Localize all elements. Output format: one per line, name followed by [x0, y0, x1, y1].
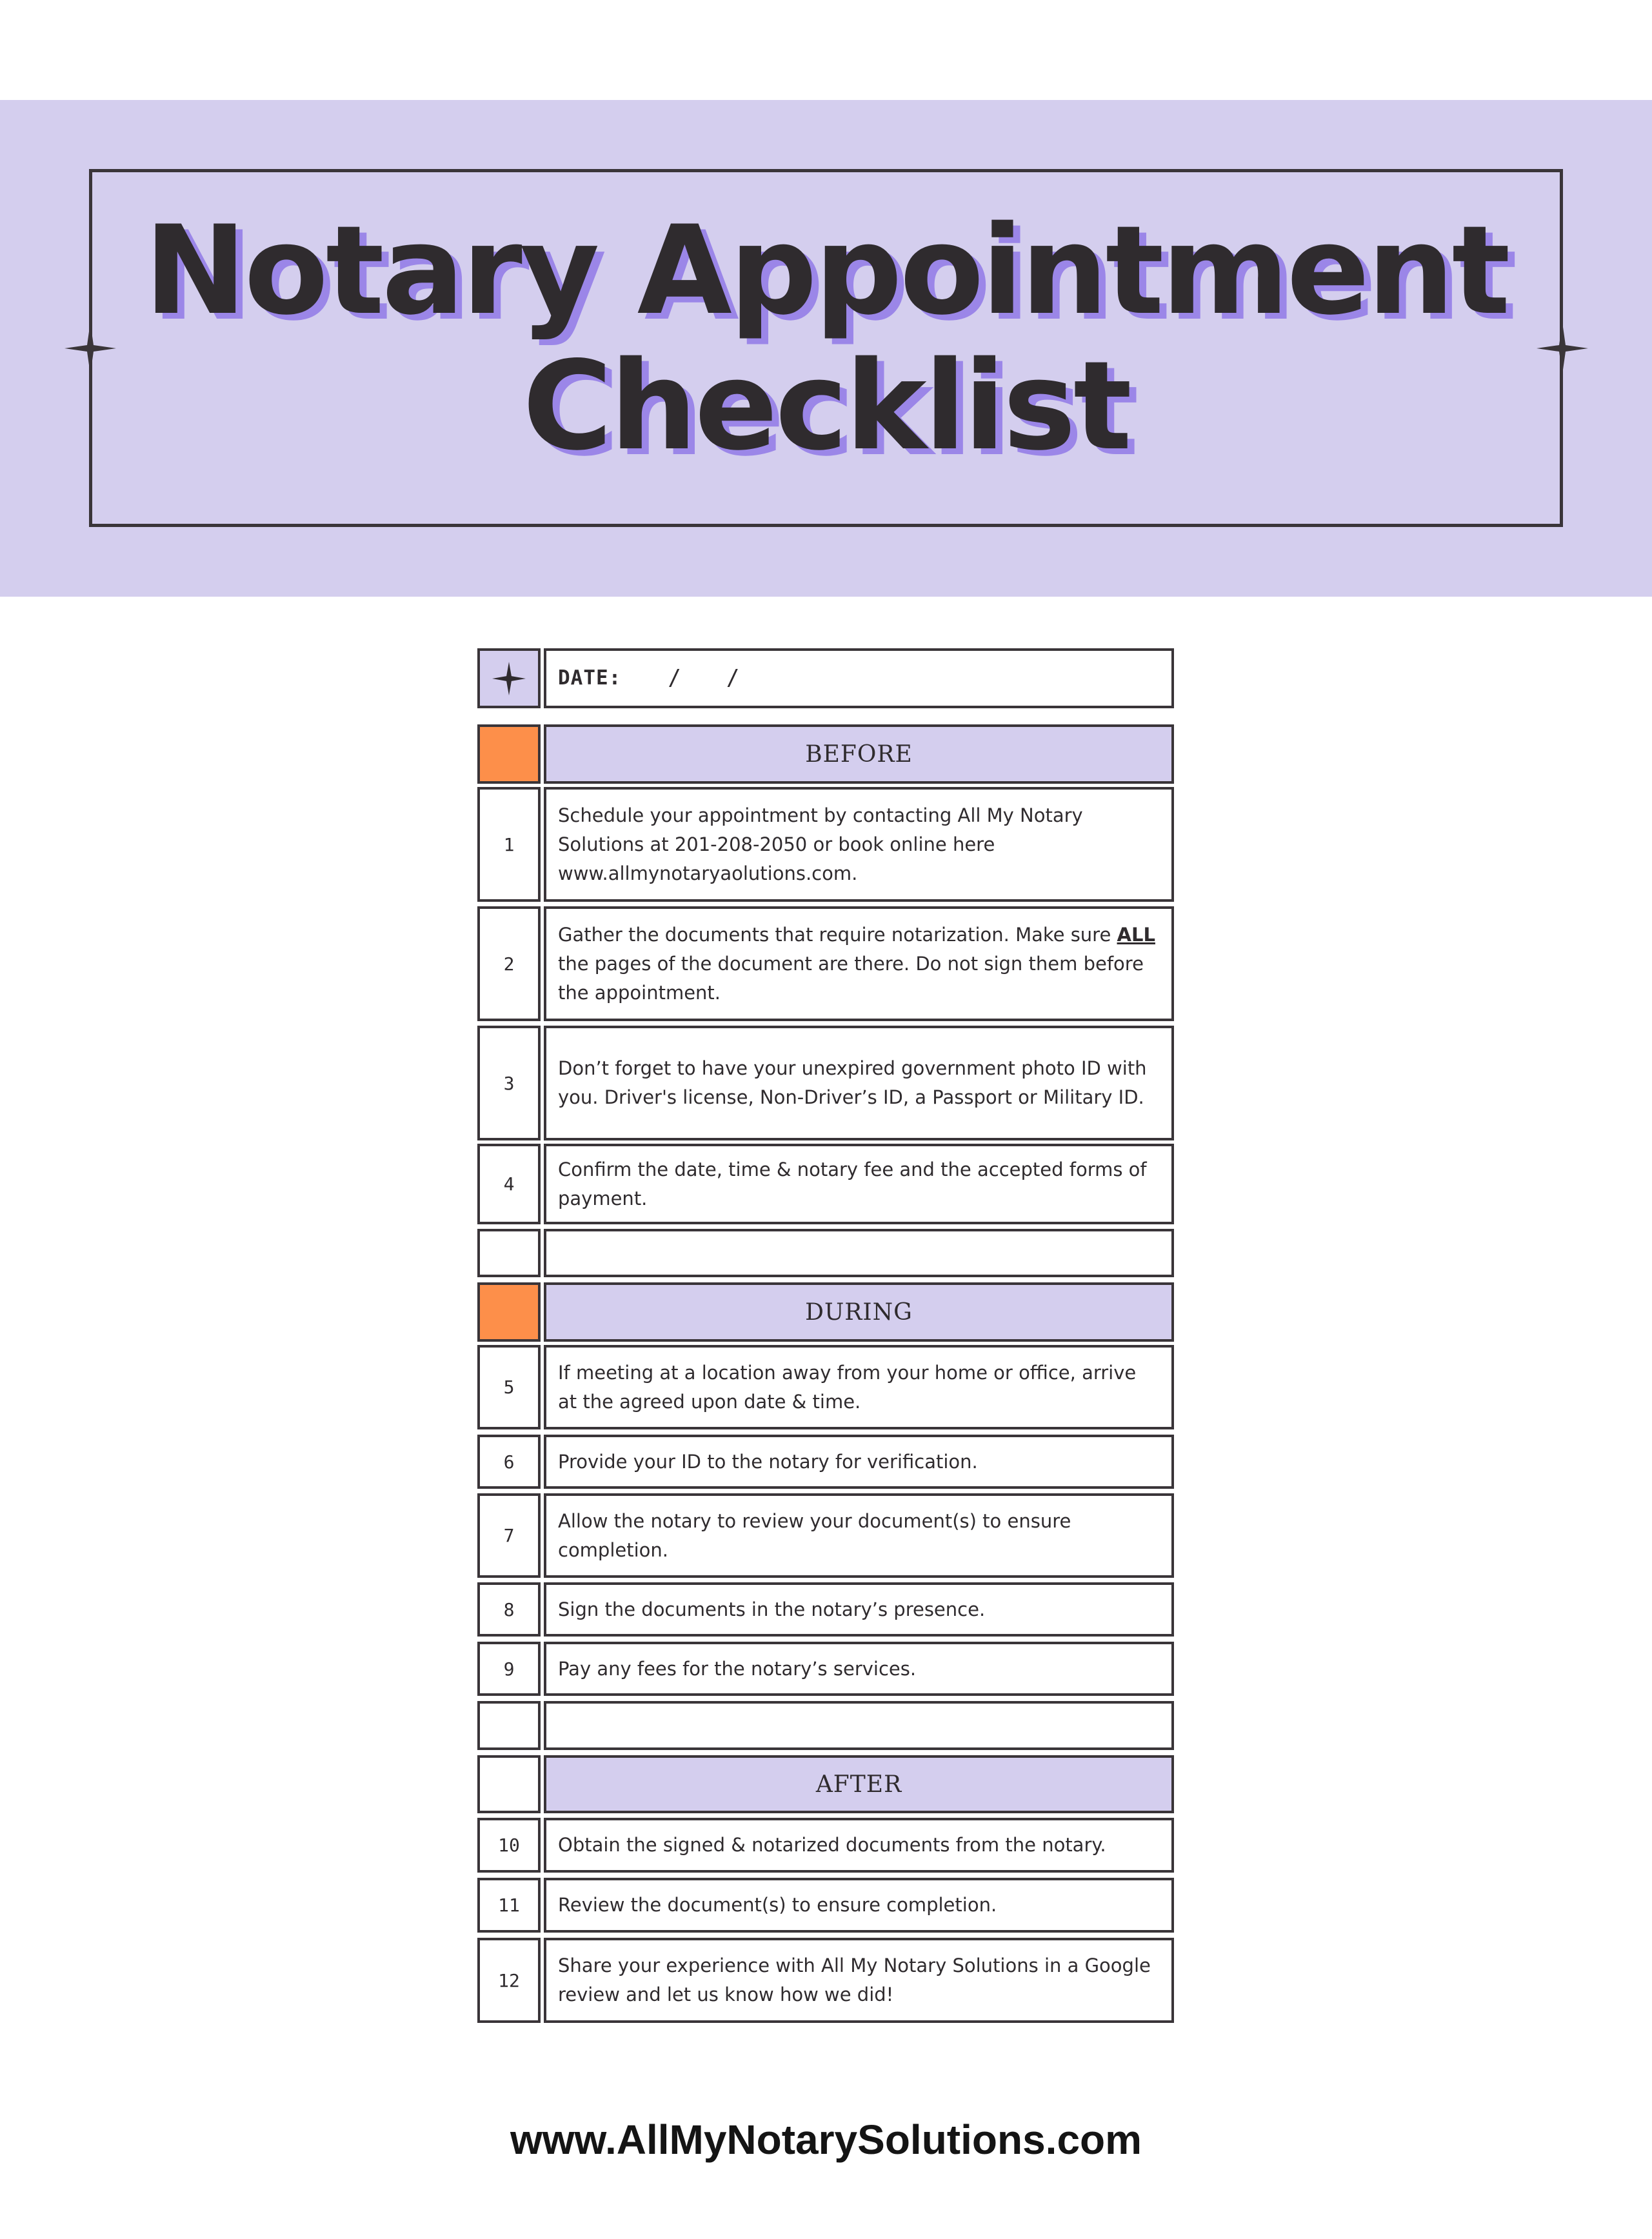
star-icon: [492, 662, 526, 695]
empty-row: [477, 1701, 1174, 1750]
section-header-during: [477, 1282, 1174, 1342]
checklist-item: [477, 787, 1174, 902]
section-title: DURING: [544, 1282, 1174, 1342]
item-number: 12: [477, 1938, 541, 2023]
item-text-part: the pages of the document are there. Do not sign them before the appointment.: [558, 952, 1144, 1004]
item-text-part: Gather the documents that require notarization. Make sure: [558, 923, 1117, 946]
empty-row: [477, 1229, 1174, 1277]
section-title: AFTER: [544, 1755, 1174, 1813]
item-text: Provide your ID to the notary for verification.: [544, 1435, 1174, 1489]
date-slash: /: [668, 665, 681, 691]
date-label: DATE:: [558, 666, 622, 690]
checklist-item: [477, 1026, 1174, 1140]
section-marker: [477, 724, 541, 784]
checklist-item: [477, 1818, 1174, 1873]
checklist-item: [477, 1144, 1174, 1224]
section-title: BEFORE: [544, 724, 1174, 784]
date-field[interactable]: [544, 648, 1174, 708]
item-text: Pay any fees for the notary’s services.: [544, 1642, 1174, 1696]
checklist-item: [477, 1345, 1174, 1429]
page-title-line-2: Checklist: [522, 335, 1130, 477]
empty-number-cell: [477, 1229, 541, 1277]
checklist-item: [477, 906, 1174, 1021]
date-row: [477, 648, 1174, 708]
item-number: 6: [477, 1435, 541, 1489]
item-number: 3: [477, 1026, 541, 1140]
empty-number-cell: [477, 1701, 541, 1750]
item-number: 4: [477, 1144, 541, 1224]
item-number: 7: [477, 1493, 541, 1578]
item-text: Don’t forget to have your unexpired government photo ID with you. Driver's license, Non-Driver’s ID, a Passport or Military ID.: [544, 1026, 1174, 1140]
checklist-item: [477, 1493, 1174, 1578]
date-star-cell: [477, 648, 541, 708]
item-number: 10: [477, 1818, 541, 1873]
item-text: Confirm the date, time & notary fee and the accepted forms of payment.: [544, 1144, 1174, 1224]
item-text-emphasis: ALL: [1117, 923, 1155, 946]
checklist-item: [477, 1938, 1174, 2023]
item-text: [544, 906, 1174, 1021]
page-title-line-1: Notary Appointment: [144, 199, 1508, 342]
item-number: 1: [477, 787, 541, 902]
empty-text-cell: [544, 1229, 1174, 1277]
item-number: 5: [477, 1345, 541, 1429]
item-text: Schedule your appointment by contacting All My Notary Solutions at 201-208-2050 or book online here www.allmynotaryaolutions.com.: [544, 787, 1174, 902]
section-marker: [477, 1282, 541, 1342]
item-number: 9: [477, 1642, 541, 1696]
section-header-after: [477, 1755, 1174, 1813]
checklist-item: [477, 1582, 1174, 1637]
item-text: Obtain the signed & notarized documents from the notary.: [544, 1818, 1174, 1873]
empty-text-cell: [544, 1701, 1174, 1750]
item-number: 8: [477, 1582, 541, 1637]
item-text: Review the document(s) to ensure completion.: [544, 1878, 1174, 1933]
item-number: 2: [477, 906, 541, 1021]
checklist-item: [477, 1878, 1174, 1933]
section-marker: [477, 1755, 541, 1813]
section-header-before: [477, 724, 1174, 784]
item-number: 11: [477, 1878, 541, 1933]
item-text: Share your experience with All My Notary Solutions in a Google review and let us know how we did!: [544, 1938, 1174, 2023]
date-slash: /: [726, 665, 740, 691]
checklist-item: [477, 1642, 1174, 1696]
checklist-item: [477, 1435, 1174, 1489]
item-text: Sign the documents in the notary’s presence.: [544, 1582, 1174, 1637]
item-text: If meeting at a location away from your home or office, arrive at the agreed upon date & time.: [544, 1345, 1174, 1429]
website-link[interactable]: www.AllMyNotarySolutions.com: [510, 2116, 1142, 2163]
item-text: Allow the notary to review your document(s) to ensure completion.: [544, 1493, 1174, 1578]
